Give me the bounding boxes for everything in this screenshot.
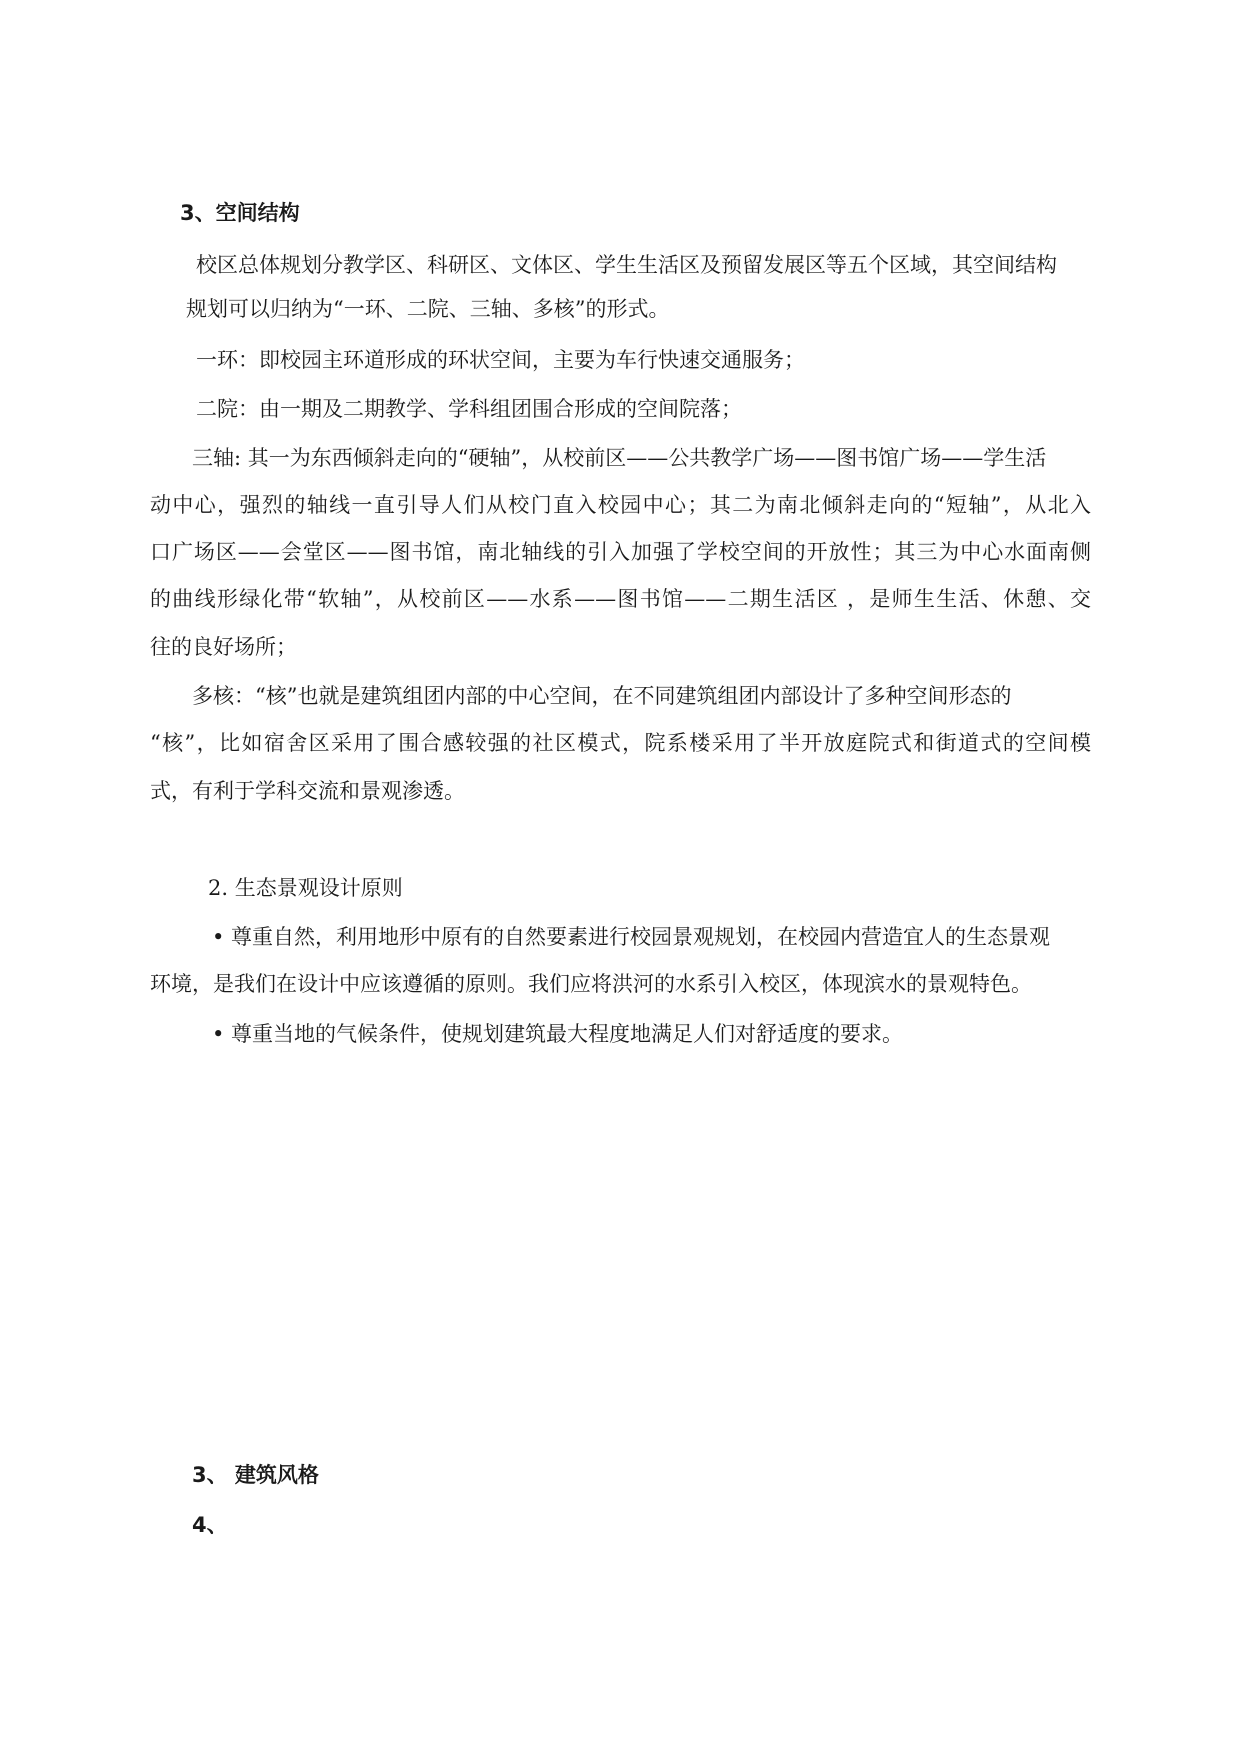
paragraph-axes-line: 的曲线形绿化带“软轴”，从校前区——水系——图书馆——二期生活区 ，是师生生活、休憩、交 <box>150 587 1091 611</box>
section-heading-next: 4、 <box>192 1513 228 1537</box>
paragraph-cores-line: 多核：“核”也就是建筑组团内部的中心空间，在不同建筑组团内部设计了多种空间形态的 <box>192 684 1012 708</box>
paragraph-axes-line: 口广场区——会堂区——图书馆，南北轴线的引入加强了学校空间的开放性；其三为中心水面南侧 <box>150 540 1091 564</box>
paragraph-line: 规划可以归纳为“一环、二院、三轴、多核”的形式。 <box>186 297 670 321</box>
paragraph-axes-line: 三轴: 其一为东西倾斜走向的“硬轴”，从校前区——公共教学广场——图书馆广场——学生活 <box>192 446 1047 470</box>
bullet-item: • 尊重当地的气候条件，使规划建筑最大程度地满足人们对舒适度的要求。 <box>212 1022 904 1046</box>
paragraph-cores-line: 式，有利于学科交流和景观渗透。 <box>150 779 465 803</box>
section-heading-architecture-style: 3、 建筑风格 <box>192 1463 319 1487</box>
paragraph-axes-line: 往的良好场所； <box>150 635 297 659</box>
bullet-item-line: • 尊重自然，利用地形中原有的自然要素进行校园景观规划，在校园内营造宜人的生态景观 <box>212 925 1051 949</box>
paragraph-ring: 一环：即校园主环道形成的环状空间，主要为车行快速交通服务； <box>196 348 805 372</box>
bullet-item-line: 环境，是我们在设计中应该遵循的原则。我们应将洪河的水系引入校区，体现滨水的景观特色。 <box>150 972 1032 996</box>
section-heading-eco-landscape: 2. 生态景观设计原则 <box>208 876 403 900</box>
paragraph-axes-line: 动中心，强烈的轴线一直引导人们从校门直入校园中心；其二为南北倾斜走向的“短轴”，从北入 <box>150 493 1091 517</box>
section-heading-spatial-structure: 3、空间结构 <box>180 201 300 225</box>
paragraph-courtyards: 二院：由一期及二期教学、学科组团围合形成的空间院落； <box>196 397 742 421</box>
paragraph-line: 校区总体规划分教学区、科研区、文体区、学生生活区及预留发展区等五个区域，其空间结构 <box>196 253 1057 277</box>
paragraph-cores-line: “核”，比如宿舍区采用了围合感较强的社区模式，院系楼采用了半开放庭院式和街道式的空间模 <box>150 731 1091 755</box>
